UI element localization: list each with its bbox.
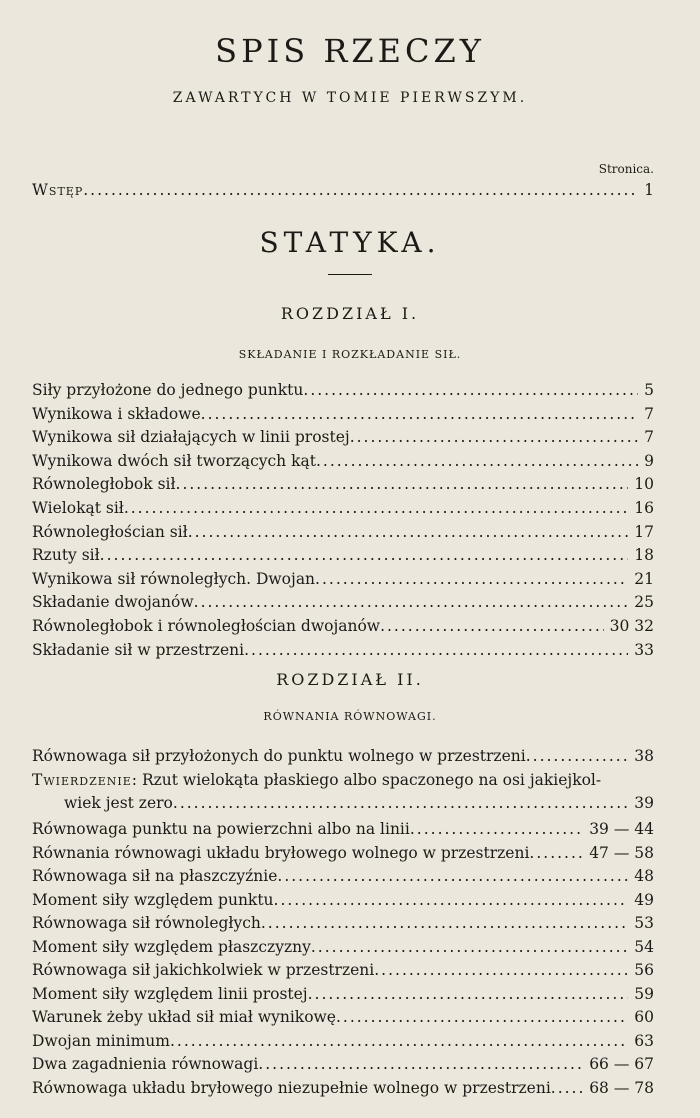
toc-entry-page: 56 (634, 961, 654, 979)
toc-entry-page: 39 (634, 794, 654, 812)
toc-entry-label: Równowaga sił jakichkolwiek w przestrzeni (32, 961, 375, 979)
toc-entry-label: Moment siły względem płaszczyzny (32, 937, 311, 956)
page-column-label: Stronica. (598, 162, 654, 176)
toc-entry-label: Wynikowa sił równoległych. Dwojan (32, 569, 316, 588)
leader-dots (173, 792, 628, 814)
toc-entry (32, 889, 654, 911)
toc-entry-label: Równoległościan sił (32, 522, 188, 541)
toc-entry (32, 521, 654, 543)
toc-entry-page: 25 (634, 593, 654, 612)
toc-entry (32, 959, 654, 981)
toc-entry-page: 48 (634, 867, 654, 885)
toc-entry-label: Moment siły względem punktu (32, 890, 274, 909)
toc-entry (32, 568, 654, 590)
toc-entry-page: 66 — 67 (589, 1055, 654, 1073)
leader-dots (380, 615, 604, 637)
toc-entry (32, 983, 654, 1005)
toc-entry (32, 473, 654, 495)
toc-entry (32, 544, 654, 566)
toc-entry-page: 38 (634, 747, 654, 765)
toc-entry-label: Równowaga sił na płaszczyźnie (32, 867, 278, 885)
toc-entry (32, 936, 654, 958)
divider (328, 274, 372, 275)
toc-entry-intro (32, 179, 654, 201)
toc-entry (32, 912, 654, 934)
leader-dots (176, 473, 629, 495)
toc-entry (32, 1077, 654, 1099)
chapter-subtitle: SKŁADANIE I ROZKŁADANIE SIŁ. (238, 348, 462, 361)
toc-entry-label: Równoległobok i równoległościan dwojanów (32, 617, 381, 635)
toc-entry (32, 497, 654, 519)
toc-entry-page: 49 (634, 890, 654, 909)
toc-entry-page: 53 (634, 914, 654, 932)
toc-entry (32, 450, 654, 472)
leader-dots (261, 912, 628, 934)
toc-entry-page: 7 (644, 428, 654, 447)
leader-dots (374, 959, 628, 981)
toc-entry-theorem-cont (64, 792, 654, 814)
toc-entry-label: Równowaga układu bryłowego niezupełnie wolnego w przestrzeni (32, 1078, 551, 1097)
toc-entry-label: Równowaga sił przyłożonych do punktu wolnego w przestrzeni (32, 747, 526, 765)
toc-entry-label: Równowaga sił równoległych (32, 914, 261, 932)
leader-dots (551, 1077, 583, 1099)
toc-entry-label: Siły przyłożone do jednego punktu (32, 381, 304, 399)
toc-entry-page: 18 (634, 546, 654, 565)
toc-entry-page: 21 (634, 569, 654, 588)
toc-entry-label: Wielokąt sił (32, 499, 124, 517)
toc-entry-label: Warunek żeby układ sił miał wynikowę (32, 1008, 336, 1026)
toc-entry-page: 60 (634, 1008, 654, 1026)
toc-entry (32, 403, 654, 425)
toc-entry (32, 1030, 654, 1052)
toc-entry-label: Wynikowa i składowe (32, 404, 201, 423)
toc-entry-page: 30 32 (609, 617, 654, 635)
toc-entry-page: 17 (634, 522, 654, 541)
theorem-label: Twierdzenie (32, 771, 132, 789)
toc-entry (32, 1053, 654, 1075)
toc-entry-label: Składanie sił w przestrzeni (32, 640, 245, 659)
leader-dots (188, 521, 629, 543)
toc-entry-page: 59 (634, 984, 654, 1003)
toc-entry-page: 54 (634, 937, 654, 956)
chapter-title: ROZDZIAŁ I. (280, 304, 420, 323)
toc-entry (32, 818, 654, 840)
leader-dots (194, 591, 629, 613)
leader-dots (170, 1030, 628, 1052)
chapter-title: ROZDZIAŁ II. (276, 670, 424, 689)
leader-dots (201, 403, 638, 425)
toc-entry-theorem (32, 769, 654, 791)
leader-dots (410, 818, 583, 840)
toc-entry-page: 16 (634, 499, 654, 517)
chapter-subtitle: RÓWNANIA RÓWNOWAGI. (263, 710, 437, 723)
toc-entry-label: Składanie dwojanów (32, 593, 194, 612)
toc-entry-page: 7 (644, 404, 654, 423)
leader-dots (303, 379, 638, 401)
toc-entry-page: 1 (644, 181, 654, 199)
leader-dots (124, 497, 628, 519)
toc-entry-page: 9 (644, 451, 654, 470)
leader-dots (336, 1006, 628, 1028)
leader-dots (244, 639, 628, 661)
toc-entry-page: 63 (634, 1031, 654, 1050)
leader-dots (529, 842, 583, 864)
leader-dots (526, 745, 629, 767)
toc-entry-label: Wstęp (32, 181, 84, 199)
toc-entry-label: Równowaga punktu na powierzchni albo na linii (32, 820, 410, 838)
toc-entry-label: Równania równowagi układu bryłowego wolnego w przestrzeni (32, 843, 530, 862)
leader-dots (308, 983, 629, 1005)
toc-entry-label: Wynikowa dwóch sił tworzących kąt (32, 451, 316, 470)
toc-entry (32, 426, 654, 448)
leader-dots (277, 865, 628, 887)
leader-dots (274, 889, 629, 911)
toc-entry (32, 745, 654, 767)
part-title: STATYKA. (259, 226, 441, 259)
leader-dots (316, 450, 638, 472)
toc-entry-page: 39 — 44 (589, 820, 654, 838)
toc-entry (32, 379, 654, 401)
toc-entry-label: Rzuty sił (32, 546, 100, 565)
toc-entry-label: Równoległobok sił (32, 475, 176, 494)
toc-entry (32, 865, 654, 887)
toc-entry-page: 10 (634, 475, 654, 494)
leader-dots (311, 936, 628, 958)
toc-entry-label: Moment siły względem linii prostej (32, 984, 308, 1003)
toc-entry-page: 47 — 58 (589, 843, 654, 862)
toc-entry-label: Dwa zagadnienia równowagi (32, 1055, 259, 1073)
toc-entry-page: 33 (634, 640, 654, 659)
toc-entry-label: Dwojan minimum (32, 1031, 170, 1050)
leader-dots (315, 568, 628, 590)
leader-dots (83, 179, 638, 201)
toc-entry-label: Wynikowa sił działających w linii prostej (32, 428, 350, 447)
toc-entry (32, 615, 654, 637)
page-title: SPIS RZECZY (215, 32, 485, 70)
toc-entry (32, 842, 654, 864)
leader-dots (350, 426, 638, 448)
toc-entry (32, 639, 654, 661)
toc-entry-page: 68 — 78 (589, 1078, 654, 1097)
leader-dots (258, 1053, 583, 1075)
theorem-text-cont: wiek jest zero (64, 794, 173, 812)
page-subtitle: ZAWARTYCH W TOMIE PIERWSZYM. (172, 90, 528, 106)
leader-dots (100, 544, 629, 566)
theorem-text: : Rzut wielokąta płaskiego albo spaczonego na osi jakiejkol- (131, 771, 602, 789)
toc-entry (32, 1006, 654, 1028)
toc-entry-page: 5 (644, 381, 654, 399)
toc-entry (32, 591, 654, 613)
